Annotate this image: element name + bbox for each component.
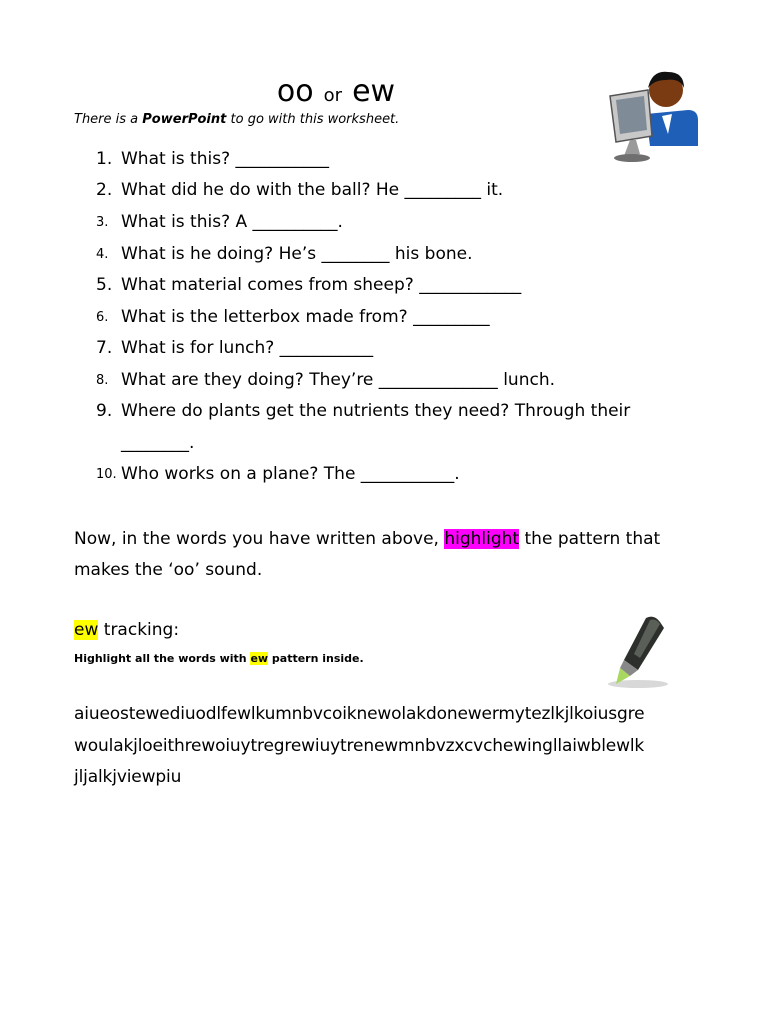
question-number: 6. [96,310,109,325]
question-text: What is this? ___________ [121,149,330,169]
paragraph-after: the pattern that makes the ‘oo’ sound. [74,529,661,580]
question-number: 7. [96,338,113,358]
intro-suffix: to go with this worksheet. [226,112,400,127]
instruction-after: pattern inside. [268,652,364,665]
intro-prefix: There is a [74,112,143,127]
question-text: What is for lunch? ___________ [121,338,374,358]
question-number: 8. [96,373,109,388]
highlight-instruction [74,524,714,586]
question-text: What is the letterbox made from? _________ [121,307,490,327]
intro-note [74,112,399,127]
title-or: or [323,85,343,106]
intro-bold: PowerPoint [142,112,227,127]
instruction-ew: ew [250,652,269,665]
title-ew: ew [352,74,396,109]
question-text: Where do plants get the nutrients they need? Through their [121,401,631,421]
tracking-instruction [74,652,364,665]
question-text: What are they doing? They’re ______________ lunch. [121,370,555,390]
letter-line: aiueostewediuodlfewlkumnbvcoiknewolakdonewermytezlkjlkoiusgre [74,704,645,724]
paragraph-before: Now, in the words you have written above, [74,529,445,549]
question-number: 2. [96,180,113,200]
letter-line: jljalkjviewpiu [74,767,182,787]
question-number: 10. [96,467,117,482]
question-text: What is he doing? He’s ________ his bone. [121,244,473,264]
question-number: 9. [96,401,113,421]
question-text: What is this? A __________. [121,212,343,232]
computer-user-icon [606,66,702,162]
letter-line: woulakjloeithrewoiuytregrewiuytrenewmnbvzxcvchewingllaiwblewlk [74,736,645,756]
worksheet-title [0,72,672,116]
question-number: 1. [96,149,113,169]
ew-tracking-heading [74,620,179,640]
instruction-before: Highlight all the words with [74,652,251,665]
question-text: What did he do with the ball? He _________ it. [121,180,504,200]
question-text: Who works on a plane? The ___________. [121,464,460,484]
question-text: What material comes from sheep? ____________ [121,275,522,295]
question-number: 4. [96,247,109,262]
title-oo: oo [276,74,314,109]
ew-label: ew [74,620,99,640]
highlighter-marker-icon [604,614,676,690]
highlight-word: highlight [444,529,520,549]
tracking-rest: tracking: [98,620,180,640]
question-text-continued: ________. [121,433,195,453]
question-number: 3. [96,215,109,230]
question-number: 5. [96,275,113,295]
